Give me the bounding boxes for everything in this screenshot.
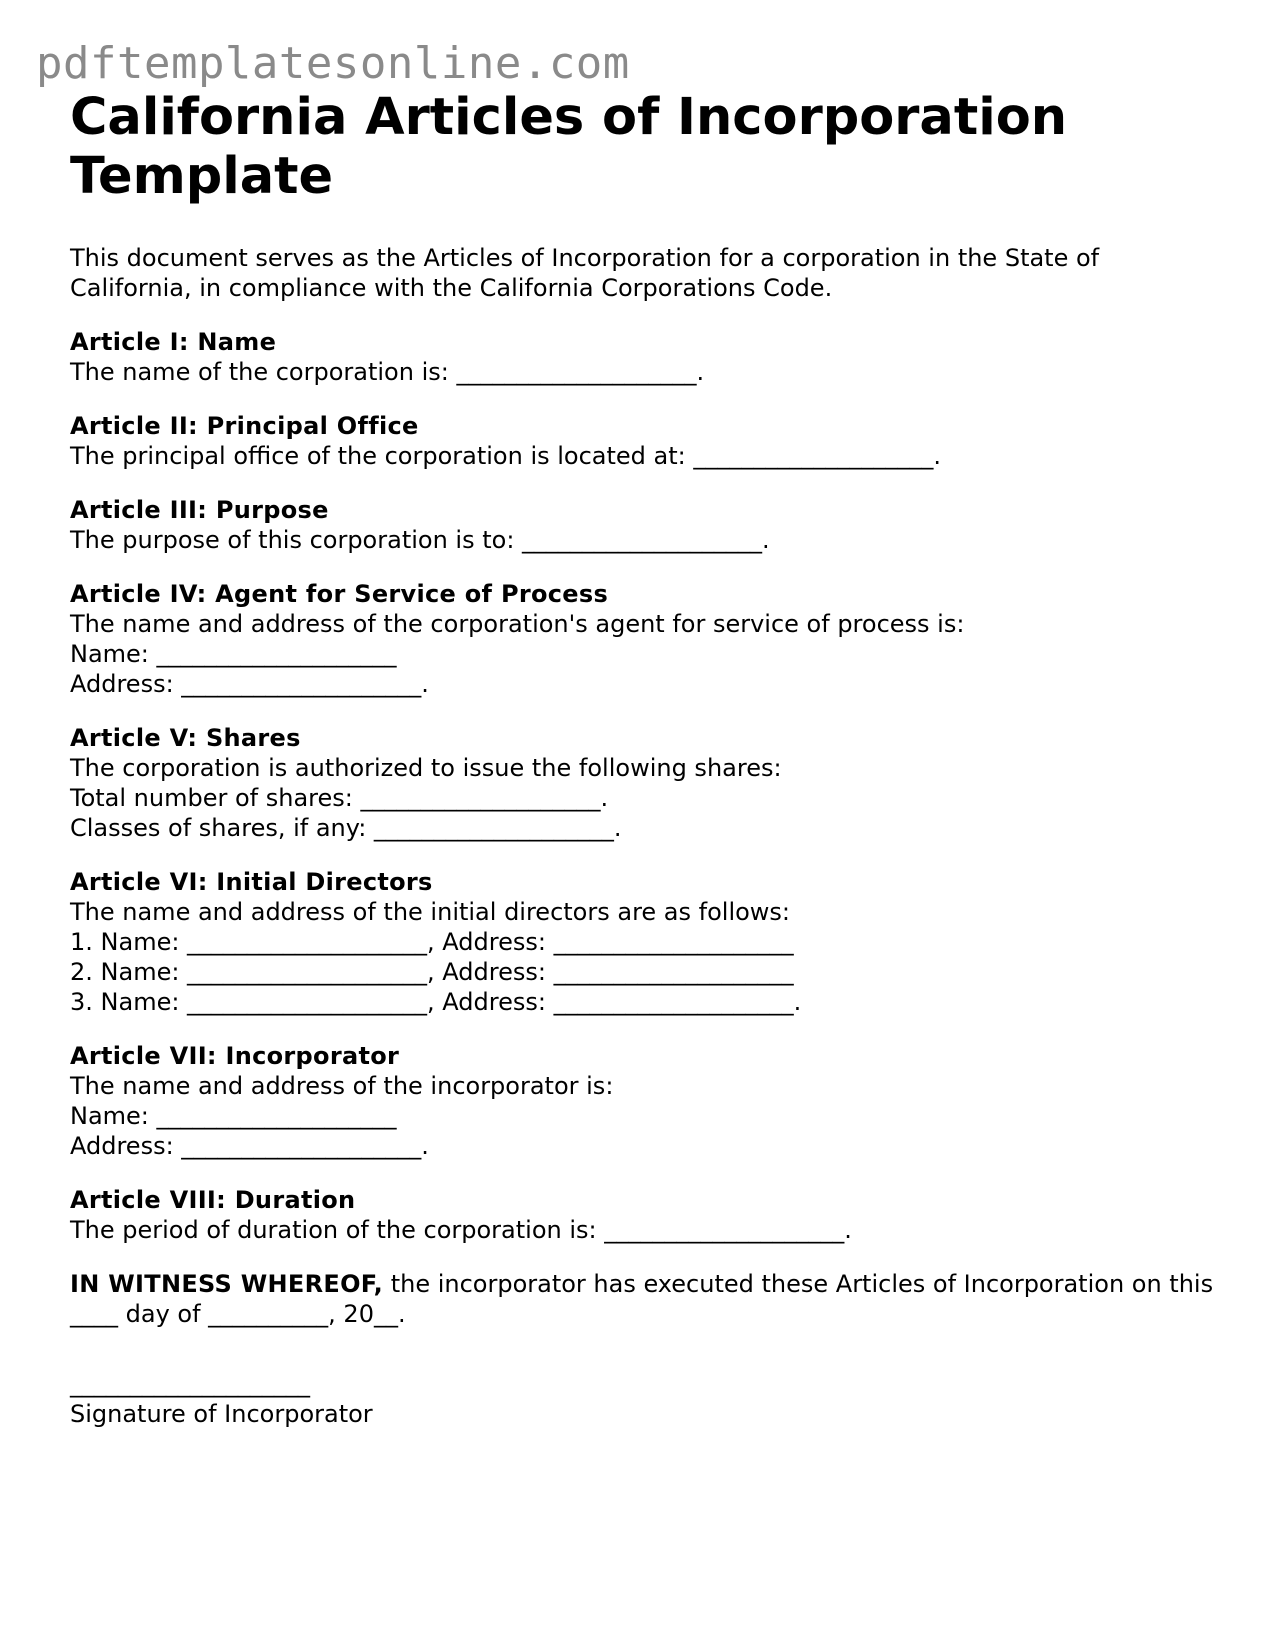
article-5 bbox=[70, 723, 1220, 843]
article-6 bbox=[70, 867, 1220, 1017]
article-heading: Article II: Principal Office bbox=[70, 412, 419, 440]
article-heading: Article VII: Incorporator bbox=[70, 1042, 400, 1070]
witness-lead: IN WITNESS WHEREOF, bbox=[70, 1270, 384, 1298]
article-heading: Article VI: Initial Directors bbox=[70, 868, 433, 896]
article-line: 1. Name: ____________________, Address: ____________________ bbox=[70, 928, 794, 956]
title-line-1: California Articles of Incorporation bbox=[70, 88, 1068, 147]
witness-text: the incorporator has executed these Articles of Incorporation on this ____ day of __________, 20__. bbox=[70, 1270, 1214, 1328]
article-heading: Article I: Name bbox=[70, 328, 277, 356]
signature-block bbox=[70, 1369, 1220, 1429]
article-heading: Article V: Shares bbox=[70, 724, 301, 752]
article-2 bbox=[70, 411, 1220, 471]
intro-paragraph: This document serves as the Articles of Incorporation for a corporation in the State of California, in compliance with the California Corporations Code. bbox=[70, 244, 1100, 302]
article-line: The name of the corporation is: ____________________. bbox=[70, 358, 705, 386]
article-line: Address: ____________________. bbox=[70, 670, 429, 698]
article-line: 3. Name: ____________________, Address: ____________________. bbox=[70, 988, 802, 1016]
article-line: The period of duration of the corporation is: ____________________. bbox=[70, 1216, 852, 1244]
witness-clause bbox=[70, 1269, 1220, 1329]
article-3 bbox=[70, 495, 1220, 555]
article-line: The corporation is authorized to issue the following shares: bbox=[70, 754, 782, 782]
article-heading: Article III: Purpose bbox=[70, 496, 329, 524]
article-line: Classes of shares, if any: ____________________. bbox=[70, 814, 622, 842]
article-line: 2. Name: ____________________, Address: ____________________ bbox=[70, 958, 794, 986]
article-line: Name: ____________________ bbox=[70, 1102, 397, 1130]
article-line: The name and address of the incorporator is: bbox=[70, 1072, 614, 1100]
article-line: The name and address of the corporation's agent for service of process is: bbox=[70, 610, 965, 638]
article-8 bbox=[70, 1185, 1220, 1245]
article-line: Name: ____________________ bbox=[70, 640, 397, 668]
article-line: Total number of shares: ____________________. bbox=[70, 784, 609, 812]
article-7 bbox=[70, 1041, 1220, 1161]
article-line: The name and address of the initial directors are as follows: bbox=[70, 898, 791, 926]
watermark: pdftemplatesonline.com bbox=[36, 38, 630, 89]
title-line-2: Template bbox=[70, 147, 334, 206]
article-line: The purpose of this corporation is to: ____________________. bbox=[70, 526, 770, 554]
document-body bbox=[70, 88, 1220, 1429]
article-4 bbox=[70, 579, 1220, 699]
signature-line: ____________________ bbox=[70, 1370, 310, 1398]
article-line: The principal office of the corporation is located at: ____________________. bbox=[70, 442, 941, 470]
article-1 bbox=[70, 327, 1220, 387]
document-title bbox=[70, 88, 1220, 206]
article-heading: Article VIII: Duration bbox=[70, 1186, 356, 1214]
signature-label: Signature of Incorporator bbox=[70, 1400, 373, 1428]
article-line: Address: ____________________. bbox=[70, 1132, 429, 1160]
article-heading: Article IV: Agent for Service of Process bbox=[70, 580, 609, 608]
